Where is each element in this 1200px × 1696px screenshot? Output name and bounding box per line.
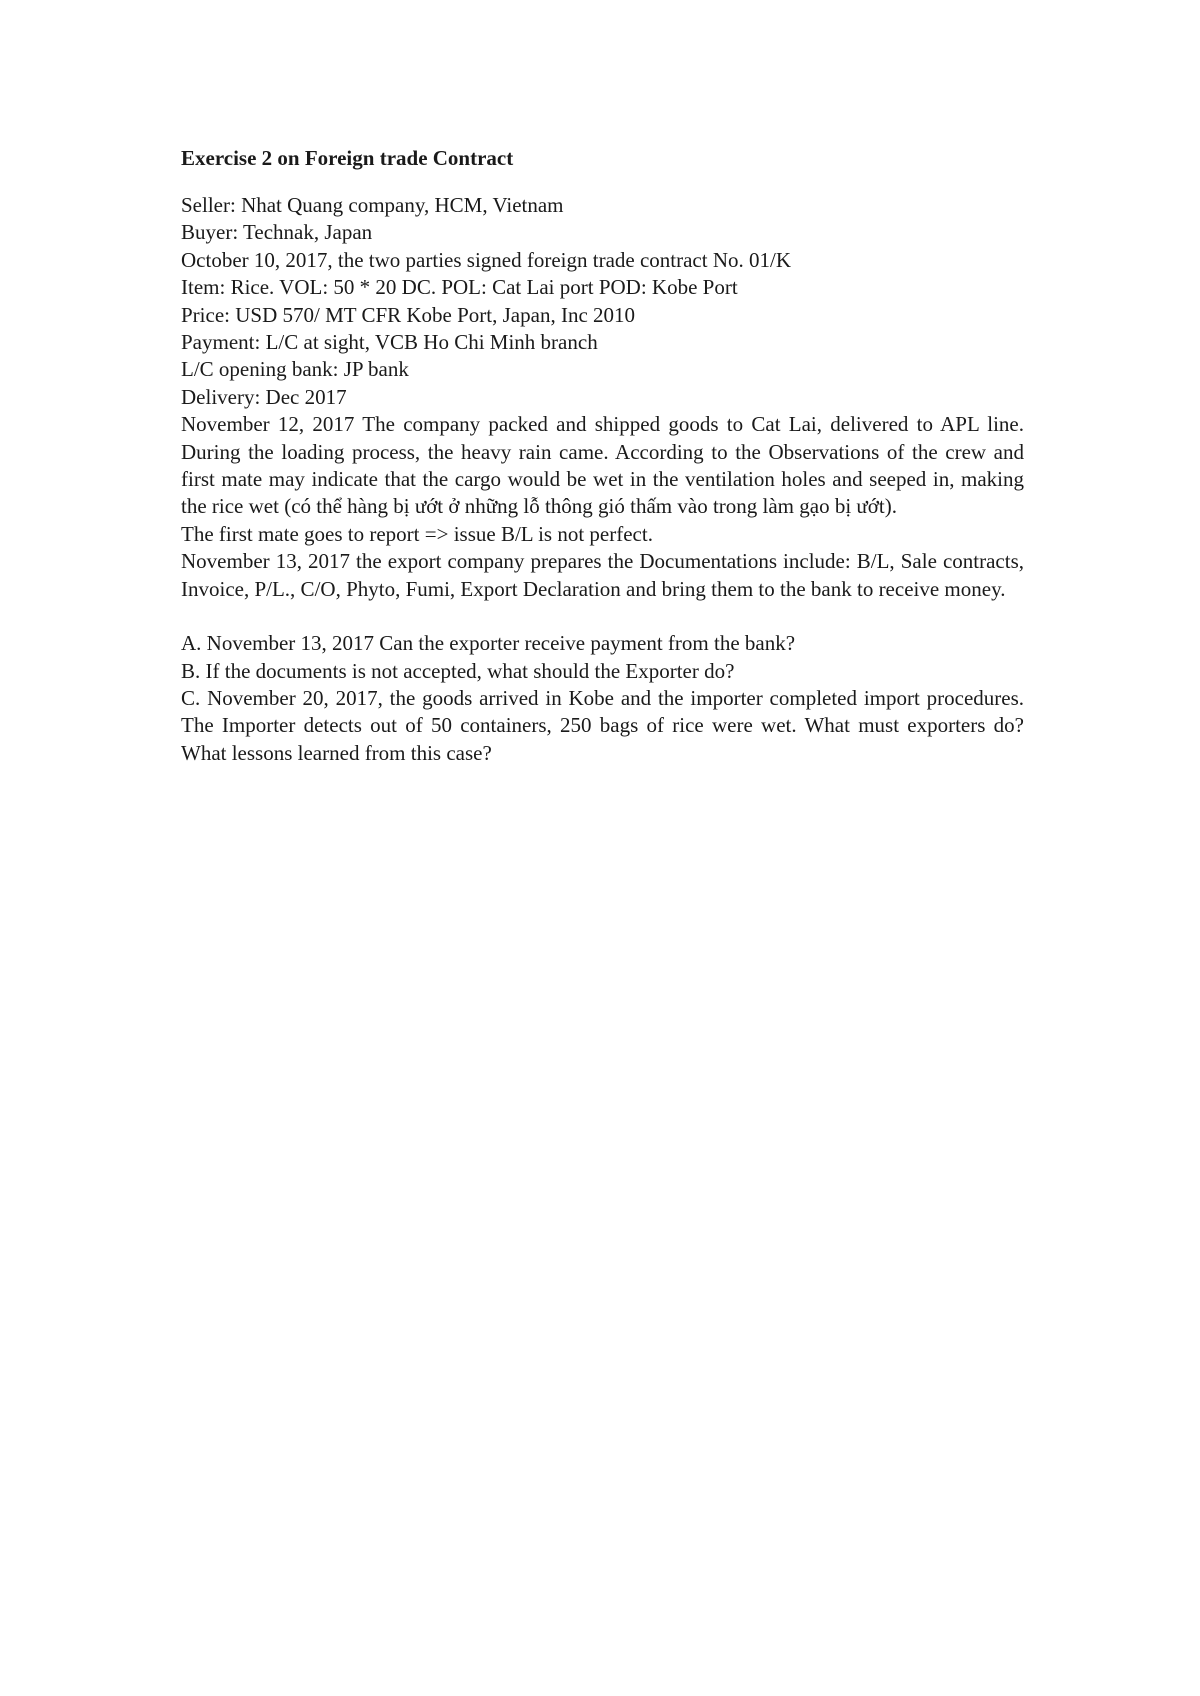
document-title: Exercise 2 on Foreign trade Contract [181,146,514,170]
fact-delivery: Delivery: Dec 2017 [181,384,347,409]
fact-item: Item: Rice. VOL: 50 * 20 DC. POL: Cat Lai port POD: Kobe Port [181,275,738,300]
question-c: C. November 20, 2017, the goods arrived in Kobe and the importer completed import procedures. The Importer detects out of 50 containers, 250 bags of rice were wet. What must exporters do? What lessons learned from this case? [181,685,1024,765]
case-narrative [181,411,1024,603]
fact-contract-date: October 10, 2017, the two parties signed foreign trade contract No. 01/K [181,247,791,272]
spacer [181,603,1024,630]
narrative-paragraph: The first mate goes to report => issue B/L is not perfect. [181,521,653,546]
contract-facts [181,192,1024,411]
question-b: B. If the documents is not accepted, what should the Exporter do? [181,658,735,683]
fact-buyer: Buyer: Technak, Japan [181,220,373,245]
fact-lc-bank: L/C opening bank: JP bank [181,357,409,382]
fact-seller: Seller: Nhat Quang company, HCM, Vietnam [181,193,564,217]
fact-payment: Payment: L/C at sight, VCB Ho Chi Minh branch [181,330,598,355]
narrative-paragraph: November 13, 2017 the export company prepares the Documentations include: B/L, Sale contracts, Invoice, P/L., C/O, Phyto, Fumi, Export Declaration and bring them to the bank to receive money. [181,549,1024,601]
questions [181,630,1024,767]
narrative-paragraph: November 12, 2017 The company packed and shipped goods to Cat Lai, delivered to APL line. During the loading process, the heavy rain came. According to the Observations of the crew and first mate may indicate that the cargo would be wet in the ventilation holes and seeped in, making the rice wet (có thể hàng bị ướt ở những lỗ thông gió thấm vào trong làm gạo bị ướt). [181,412,1024,519]
fact-price: Price: USD 570/ MT CFR Kobe Port, Japan, Inc 2010 [181,302,636,327]
question-a: A. November 13, 2017 Can the exporter receive payment from the bank? [181,631,796,656]
document-body [181,144,1024,767]
